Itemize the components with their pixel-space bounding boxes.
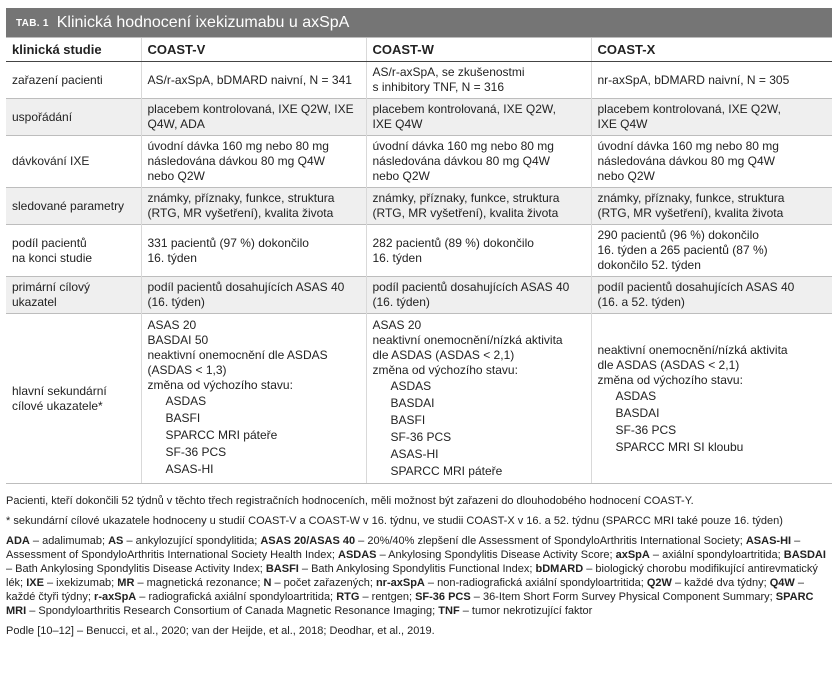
abbreviation-term: r-axSpA <box>94 591 137 603</box>
list-item: ASDAS <box>390 379 432 393</box>
cell-line: na konci studie <box>12 250 93 265</box>
abbreviation-term: BASDAI <box>783 549 826 561</box>
cell-line: 16. týden <box>147 250 197 265</box>
cell-line: hlavní sekundární <box>12 383 107 398</box>
table-cell <box>141 62 366 99</box>
cell-line: podíl pacientů <box>12 235 87 250</box>
list-item: SPARCC MRI páteře <box>390 464 503 478</box>
abbreviation-term: AS <box>108 535 124 547</box>
abbreviation-term: Q4W <box>769 577 795 589</box>
cell-line: (ASDAS < 1,3) <box>147 363 227 377</box>
table-cell <box>591 225 832 277</box>
cell-line: podíl pacientů dosahujících ASAS 40 <box>372 280 570 294</box>
cell-line: známky, příznaky, funkce, struktura <box>372 191 560 205</box>
row-label <box>6 225 141 277</box>
cell-line: 16. týden a 265 pacientů (87 %) <box>597 243 768 257</box>
abbreviation-term: bDMARD <box>535 563 584 575</box>
list-item: SF-36 PCS <box>390 430 452 444</box>
abbreviation-term: MR <box>117 577 135 589</box>
abbreviation-definition: – ankylozující spondylitida; <box>123 535 261 547</box>
cell-line: (RTG, MR vyšetření), kvalita života <box>597 206 784 220</box>
list-item: SPARCC MRI páteře <box>165 428 278 442</box>
table-cell <box>366 136 591 188</box>
abbreviation-definition: – rentgen; <box>359 591 416 603</box>
cell-line: nr-axSpA, bDMARD naivní, N = 305 <box>597 72 790 87</box>
table-cell <box>591 277 832 314</box>
table-cell <box>141 99 366 136</box>
cell-line: BASDAI 50 <box>147 333 209 347</box>
table-cell <box>591 62 832 99</box>
table-cell <box>366 99 591 136</box>
table-title: Klinická hodnocení ixekizumabu u axSpA <box>56 13 350 31</box>
list-item: BASFI <box>390 413 426 427</box>
list-item: ASAS-HI <box>390 447 439 461</box>
cell-line: (16. a 52. týden) <box>597 295 685 309</box>
table-cell <box>591 188 832 225</box>
cell-line: neaktivní onemocnění/nízká aktivita <box>597 342 788 357</box>
abbreviation-definition: – Bath Ankylosing Spondylitis Disease Activity Index; <box>6 563 266 575</box>
abbreviation-definition: – každé dva týdny; <box>671 577 770 589</box>
cell-line: AS/r-axSpA, se zkušenostmi <box>372 65 525 79</box>
cell-line: 290 pacientů (96 %) dokončilo <box>597 228 759 242</box>
abbreviation-definition: – 36-Item Short Form Survey Physical Component Summary; <box>470 591 776 603</box>
table-row <box>6 188 832 225</box>
abbreviation-definition: – 20%/40% zlepšení dle Assessment of SpondyloArthritis International Society; <box>355 535 746 547</box>
column-header: klinická studie <box>6 38 141 62</box>
table-cell <box>366 62 591 99</box>
column-header: COAST-V <box>141 38 366 62</box>
table-cell <box>591 99 832 136</box>
abbreviation-definition: – biologický chorobu modifikující antirevmatický lék; <box>6 563 818 589</box>
abbreviation-definition: – Assessment of SpondyloArthritis International Society Health Index; <box>6 535 801 561</box>
cell-line: primární cílový <box>12 280 91 294</box>
table-cell <box>141 136 366 188</box>
abbreviation-term: N <box>263 577 272 589</box>
cell-line: změna od výchozího stavu: <box>147 378 293 392</box>
cell-line: IXE Q4W <box>597 117 648 131</box>
cell-line: ASAS 20 <box>372 318 422 332</box>
table-cell <box>141 188 366 225</box>
cell-line: podíl pacientů dosahujících ASAS 40 <box>597 280 795 294</box>
table-cell <box>366 188 591 225</box>
table-cell <box>366 277 591 314</box>
cell-line: dle ASDAS (ASDAS < 2,1) <box>372 348 515 362</box>
abbreviation-term: SF-36 PCS <box>415 591 471 603</box>
list-item: BASDAI <box>390 396 435 410</box>
list-item: ASDAS <box>165 394 207 408</box>
cell-line: následována dávkou 80 mg Q4W <box>147 154 325 168</box>
abbreviation-definition: – axiální spondyloartritida; <box>649 549 784 561</box>
list-item: SF-36 PCS <box>165 445 227 459</box>
table-header-row <box>6 38 832 62</box>
row-label: zařazení pacienti <box>6 62 141 99</box>
cell-line: změna od výchozího stavu: <box>597 372 743 387</box>
note-followup: Pacienti, kteří dokončili 52 týdnů v těchto třech registračních hodnoceních, měli možnost být zařazeni do dlouhodobého hodnocení COAST-Y. <box>6 495 694 507</box>
list-item: SPARCC MRI SI kloubu <box>615 439 744 454</box>
cell-line: (RTG, MR vyšetření), kvalita života <box>372 206 559 220</box>
cell-line: neaktivní onemocnění/nízká aktivita <box>372 333 563 347</box>
table-row <box>6 99 832 136</box>
row-label: dávkování IXE <box>6 136 141 188</box>
cell-line: AS/r-axSpA, bDMARD naivní, N = 341 <box>147 72 352 87</box>
secondary-endpoints-cell <box>366 314 591 484</box>
cell-line: následována dávkou 80 mg Q4W <box>597 154 775 168</box>
cell-line: (16. týden) <box>147 295 205 309</box>
table-cell <box>366 225 591 277</box>
table-notes <box>6 494 832 638</box>
abbreviation-definition: – tumor nekrotizující faktor <box>459 605 593 617</box>
abbreviation-term: Q2W <box>646 577 672 589</box>
abbreviation-term: ASAS 20/ASAS 40 <box>260 535 356 547</box>
abbreviation-term: BASFI <box>265 563 299 575</box>
cell-line: úvodní dávka 160 mg nebo 80 mg <box>147 139 329 153</box>
cell-line: nebo Q2W <box>372 169 430 183</box>
cell-line: nebo Q2W <box>147 169 205 183</box>
cell-line: známky, příznaky, funkce, struktura <box>597 191 785 205</box>
list-item: BASFI <box>165 411 201 425</box>
abbreviation-term: ASAS-HI <box>745 535 792 547</box>
abbreviation-term: ASDAS <box>338 549 377 561</box>
abbreviation-definition: – každé čtyři týdny; <box>6 577 804 603</box>
trials-table <box>6 37 832 484</box>
abbreviation-term: IXE <box>26 577 44 589</box>
cell-line: placebem kontrolovaná, IXE Q2W, IXE <box>147 102 354 116</box>
note-sources: Podle [10–12] – Benucci, et al., 2020; van der Heijde, et al., 2018; Deodhar, et al., 2019. <box>6 625 435 637</box>
table-row <box>6 277 832 314</box>
row-label: uspořádání <box>6 99 141 136</box>
abbreviation-definition: – radiografická axiální spondyloartritida; <box>136 591 337 603</box>
abbreviation-definition: – počet zařazených; <box>271 577 376 589</box>
table-row <box>6 225 832 277</box>
abbreviation-definition: – Bath Ankylosing Spondylitis Functional Index; <box>298 563 536 575</box>
cell-line: známky, příznaky, funkce, struktura <box>147 191 335 205</box>
secondary-endpoints-cell <box>141 314 366 484</box>
column-header: COAST-X <box>591 38 832 62</box>
cell-line: neaktivní onemocnění dle ASDAS <box>147 348 328 362</box>
abbreviation-term: SPARC MRI <box>6 591 814 617</box>
abbreviation-term: TNF <box>438 605 460 617</box>
table-cell <box>591 136 832 188</box>
cell-line: 331 pacientů (97 %) dokončilo <box>147 235 309 250</box>
cell-line: následována dávkou 80 mg Q4W <box>372 154 550 168</box>
list-item: SF-36 PCS <box>615 422 677 437</box>
cell-line: (16. týden) <box>372 295 430 309</box>
cell-line: cílové ukazatele* <box>12 398 103 413</box>
table-cell <box>141 225 366 277</box>
abbreviation-definition: – Spondyloarthritis Research Consortium of Canada Magnetic Resonance Imaging; <box>26 605 439 617</box>
abbreviation-definition: – Ankylosing Spondylitis Disease Activity Score; <box>376 549 616 561</box>
table-figure <box>6 0 832 638</box>
abbreviation-term: RTG <box>336 591 360 603</box>
table-row <box>6 314 832 484</box>
abbreviation-term: nr-axSpA <box>375 577 425 589</box>
cell-line: Q4W, ADA <box>147 117 205 131</box>
cell-line: 16. týden <box>372 250 422 265</box>
cell-line: s inhibitory TNF, N = 316 <box>372 80 505 94</box>
note-secondary: * sekundární cílové ukazatele hodnoceny u studií COAST-V a COAST-W v 16. týdnu, ve studii COAST-X v 16. a 52. týdnu (SPARCC MRI také pouze 16. týden) <box>6 515 783 527</box>
table-title-bar <box>6 8 832 37</box>
abbreviation-term: ADA <box>6 535 30 547</box>
cell-line: úvodní dávka 160 mg nebo 80 mg <box>597 139 779 153</box>
table-cell <box>141 277 366 314</box>
cell-line: ASAS 20 <box>147 318 197 332</box>
cell-line: 282 pacientů (89 %) dokončilo <box>372 235 534 250</box>
abbreviation-definition: – adalimumab; <box>29 535 109 547</box>
cell-line: (RTG, MR vyšetření), kvalita života <box>147 206 334 220</box>
row-label: sledované parametry <box>6 188 141 225</box>
cell-line: změna od výchozího stavu: <box>372 363 518 377</box>
cell-line: nebo Q2W <box>597 169 655 183</box>
table-row <box>6 62 832 99</box>
cell-line: dle ASDAS (ASDAS < 2,1) <box>597 357 740 372</box>
cell-line: podíl pacientů dosahujících ASAS 40 <box>147 280 345 294</box>
cell-line: ukazatel <box>12 295 57 309</box>
list-item: ASAS-HI <box>165 462 214 476</box>
note-abbreviations <box>6 534 832 618</box>
cell-line: IXE Q4W <box>372 117 423 131</box>
secondary-endpoints-cell <box>591 314 832 484</box>
row-label <box>6 277 141 314</box>
cell-line: placebem kontrolovaná, IXE Q2W, <box>597 102 781 116</box>
abbreviation-term: axSpA <box>615 549 650 561</box>
abbreviation-definition: – non-radiografická axiální spondyloartritida; <box>424 577 647 589</box>
cell-line: úvodní dávka 160 mg nebo 80 mg <box>372 139 554 153</box>
table-row <box>6 136 832 188</box>
abbreviation-definition: – ixekizumab; <box>43 577 118 589</box>
list-item: BASDAI <box>615 405 660 420</box>
table-number: TAB. 1 <box>16 18 49 29</box>
cell-line: dokončilo 52. týden <box>597 258 701 272</box>
column-header: COAST-W <box>366 38 591 62</box>
list-item: ASDAS <box>615 388 657 403</box>
abbreviation-definition: – magnetická rezonance; <box>134 577 264 589</box>
cell-line: placebem kontrolovaná, IXE Q2W, <box>372 102 556 116</box>
row-label <box>6 314 141 484</box>
